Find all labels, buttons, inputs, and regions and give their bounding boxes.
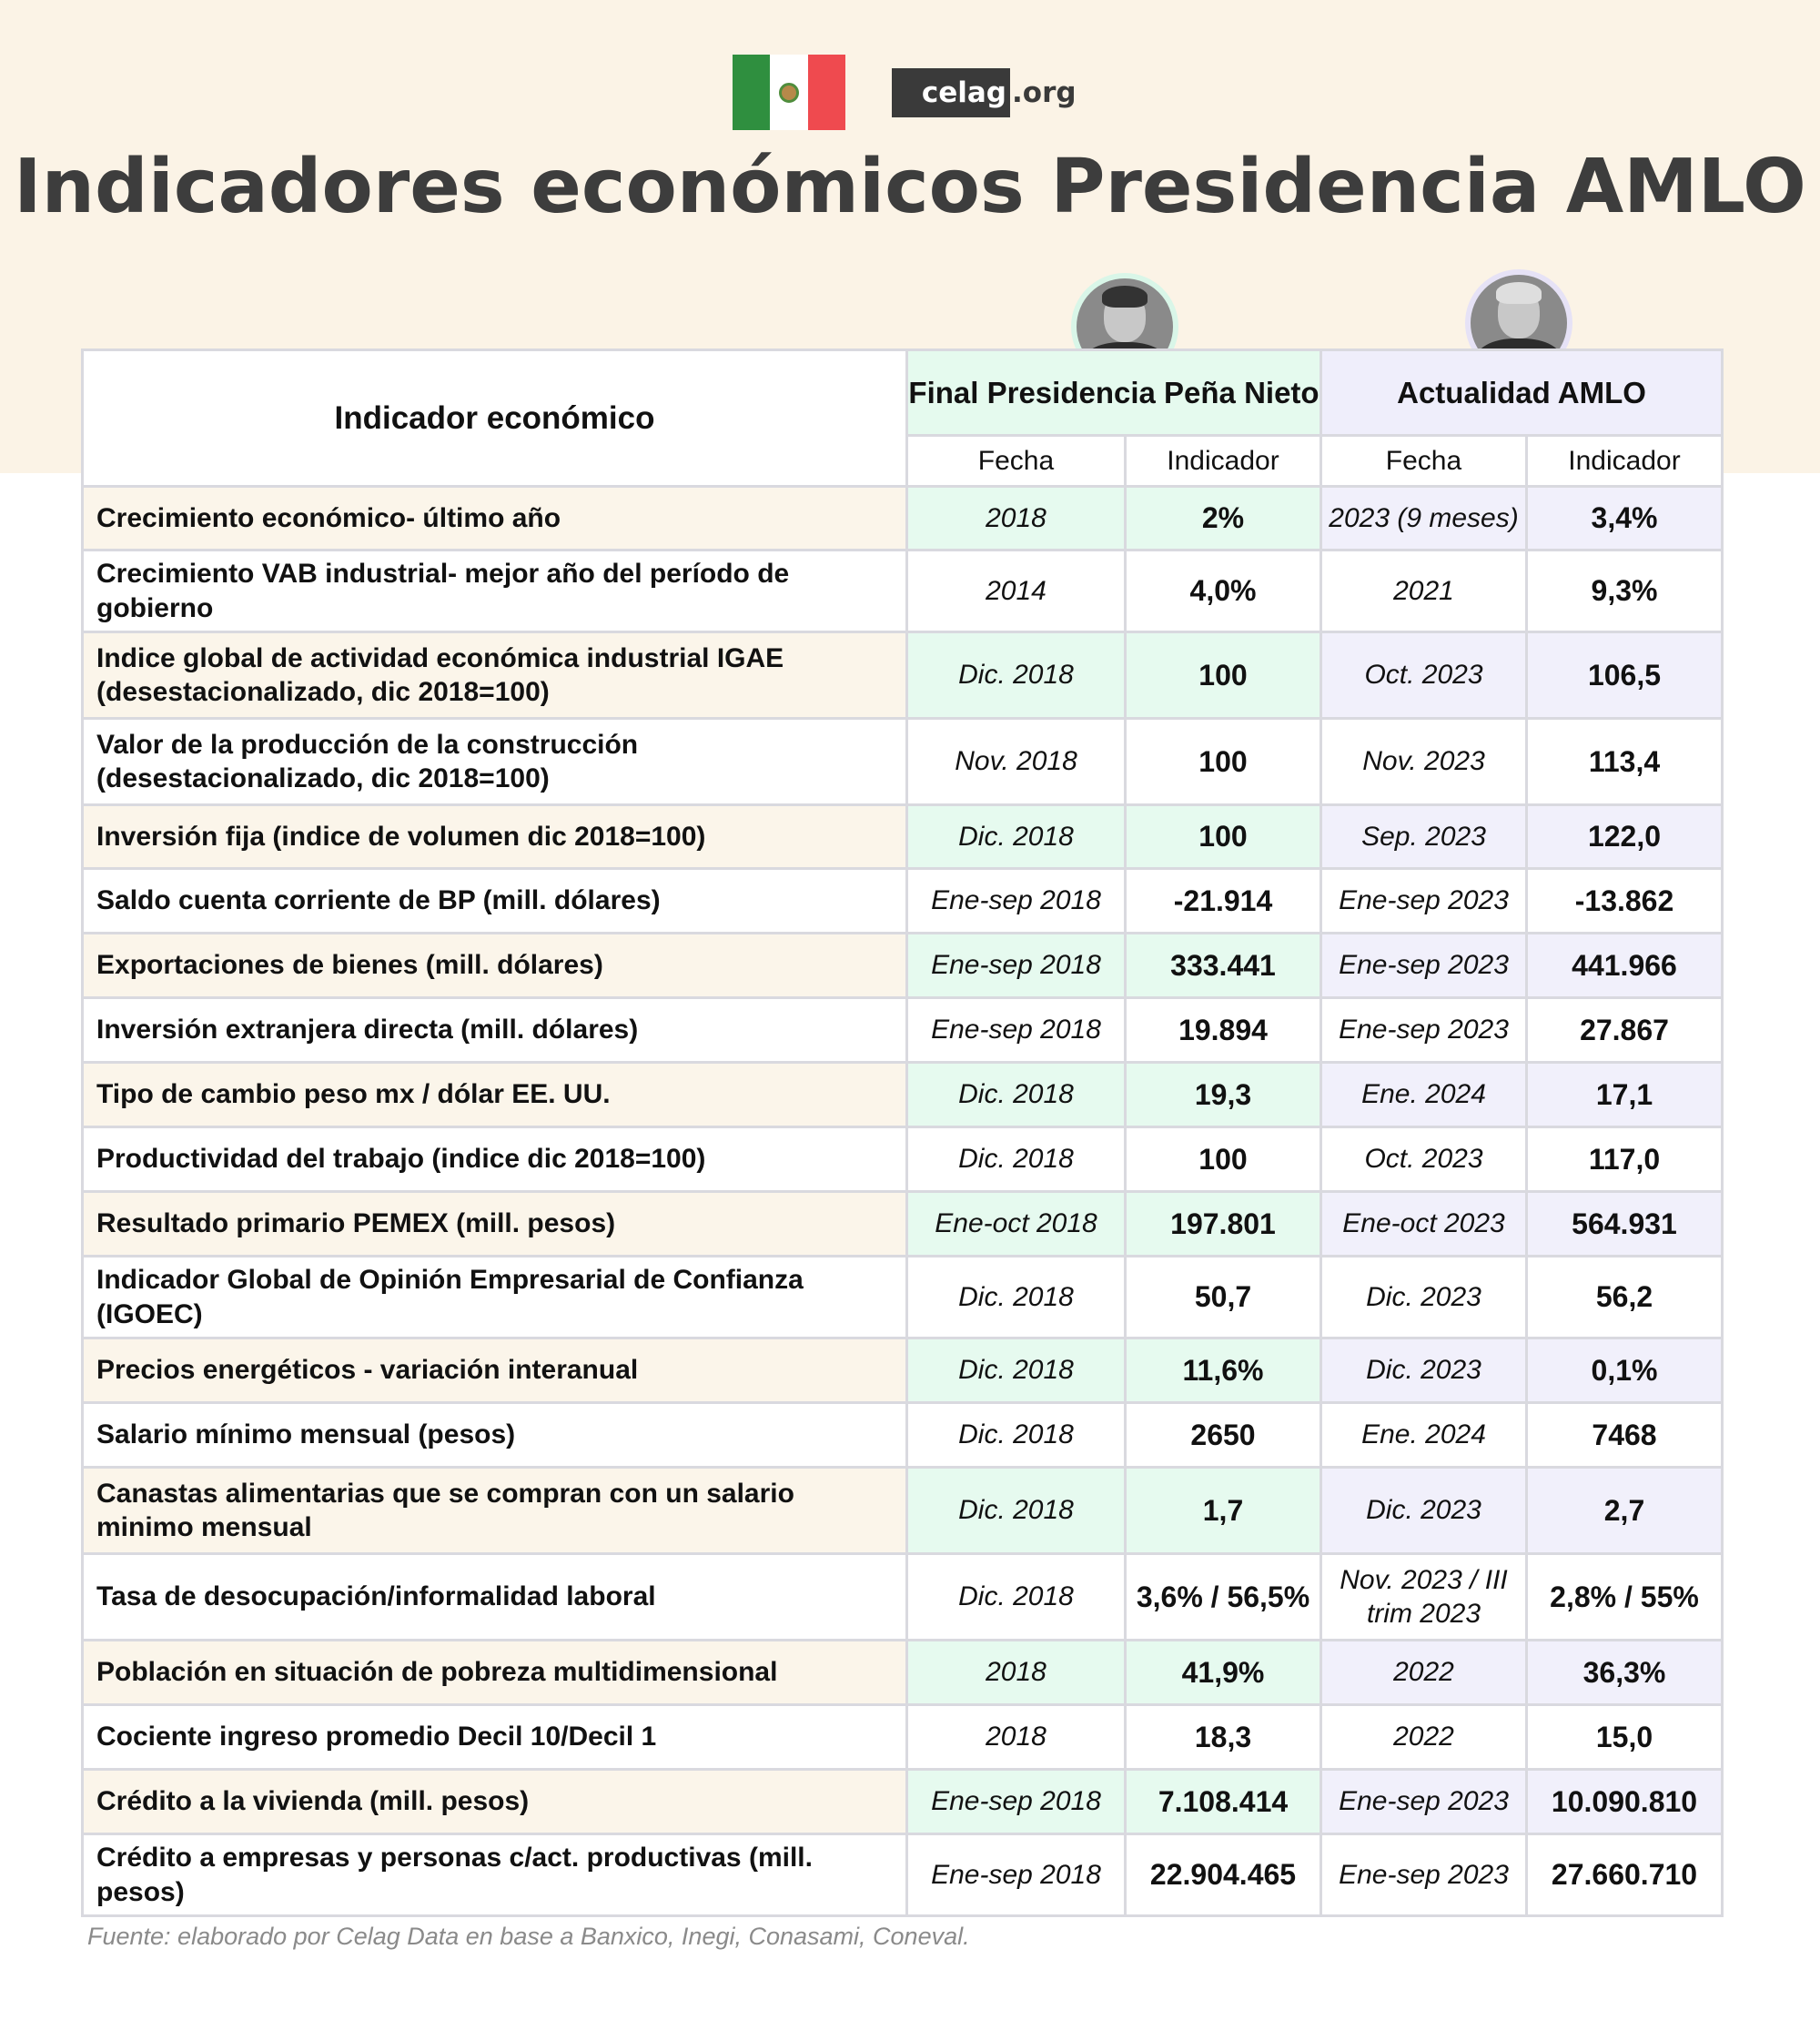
amlo-date: Sep. 2023 [1321, 805, 1527, 869]
indicator-name: Salario mínimo mensual (pesos) [83, 1403, 907, 1468]
table-row [83, 1338, 1723, 1403]
amlo-date: Ene-sep 2023 [1321, 934, 1527, 998]
pena-nieto-value: 7.108.414 [1126, 1770, 1321, 1834]
amlo-value: 106,5 [1527, 632, 1723, 719]
amlo-value: 15,0 [1527, 1705, 1723, 1770]
pena-nieto-value: 4,0% [1126, 550, 1321, 632]
amlo-date: Ene-sep 2023 [1321, 1834, 1527, 1916]
pena-nieto-value: 2650 [1126, 1403, 1321, 1468]
indicator-name: Tipo de cambio peso mx / dólar EE. UU. [83, 1063, 907, 1127]
indicator-name: Resultado primario PEMEX (mill. pesos) [83, 1192, 907, 1257]
pena-nieto-date: Dic. 2018 [907, 1338, 1126, 1403]
indicator-name: Cociente ingreso promedio Decil 10/Decil 1 [83, 1705, 907, 1770]
table-row [83, 719, 1723, 805]
amlo-value: 7468 [1527, 1403, 1723, 1468]
source-note: Fuente: elaborado por Celag Data en base a Banxico, Inegi, Conasami, Coneval. [87, 1923, 970, 1950]
pena-nieto-value: 1,7 [1126, 1468, 1321, 1554]
amlo-value: 122,0 [1527, 805, 1723, 869]
indicator-name: Población en situación de pobreza multidimensional [83, 1641, 907, 1705]
pena-nieto-date: Dic. 2018 [907, 1468, 1126, 1554]
table-row [83, 1641, 1723, 1705]
pena-nieto-date: 2018 [907, 1705, 1126, 1770]
table-row [83, 1127, 1723, 1192]
pena-nieto-date: Dic. 2018 [907, 1257, 1126, 1338]
indicator-name: Crecimiento económico- último año [83, 487, 907, 550]
amlo-value: -13.862 [1527, 869, 1723, 934]
pena-nieto-value: 41,9% [1126, 1641, 1321, 1705]
amlo-value: 113,4 [1527, 719, 1723, 805]
page-title: Indicadores económicos Presidencia AMLO [14, 144, 1806, 230]
amlo-date: Dic. 2023 [1321, 1468, 1527, 1554]
pena-nieto-value: 11,6% [1126, 1338, 1321, 1403]
table-row [83, 1257, 1723, 1338]
indicator-name: Valor de la producción de la construcción (desestacionalizado, dic 2018=100) [83, 719, 907, 805]
amlo-value: 9,3% [1527, 550, 1723, 632]
amlo-date: Dic. 2023 [1321, 1338, 1527, 1403]
indicator-name: Saldo cuenta corriente de BP (mill. dólares) [83, 869, 907, 934]
amlo-date: 2022 [1321, 1641, 1527, 1705]
pena-nieto-date: Ene-sep 2018 [907, 934, 1126, 998]
table-row [83, 1192, 1723, 1257]
table-row [83, 934, 1723, 998]
pena-nieto-date: Ene-sep 2018 [907, 998, 1126, 1063]
subheader-amlo-indicador: Indicador [1527, 436, 1723, 487]
amlo-date: Oct. 2023 [1321, 632, 1527, 719]
logo-name: celag [892, 68, 1010, 117]
amlo-value: 56,2 [1527, 1257, 1723, 1338]
amlo-value: 27.660.710 [1527, 1834, 1723, 1916]
table-row [83, 1063, 1723, 1127]
pena-nieto-value: -21.914 [1126, 869, 1321, 934]
indicator-name: Tasa de desocupación/informalidad laboral [83, 1554, 907, 1641]
pena-nieto-date: Dic. 2018 [907, 1127, 1126, 1192]
table-row [83, 550, 1723, 632]
pena-nieto-date: Nov. 2018 [907, 719, 1126, 805]
pena-nieto-date: Ene-sep 2018 [907, 1770, 1126, 1834]
indicator-name: Indice global de actividad económica industrial IGAE (desestacionalizado, dic 2018=100) [83, 632, 907, 719]
logo-domain: .org [1012, 76, 1077, 109]
pena-nieto-date: Dic. 2018 [907, 632, 1126, 719]
pena-nieto-date: Dic. 2018 [907, 1554, 1126, 1641]
header-amlo: Actualidad AMLO [1321, 350, 1723, 436]
pena-nieto-date: 2014 [907, 550, 1126, 632]
amlo-date: 2021 [1321, 550, 1527, 632]
amlo-date: 2023 (9 meses) [1321, 487, 1527, 550]
indicator-name: Inversión extranjera directa (mill. dólares) [83, 998, 907, 1063]
amlo-value: 0,1% [1527, 1338, 1723, 1403]
table-row [83, 1554, 1723, 1641]
pena-nieto-value: 50,7 [1126, 1257, 1321, 1338]
amlo-value: 3,4% [1527, 487, 1723, 550]
amlo-value: 2,7 [1527, 1468, 1723, 1554]
header-pena-nieto: Final Presidencia Peña Nieto [907, 350, 1321, 436]
pena-nieto-value: 100 [1126, 719, 1321, 805]
amlo-value: 17,1 [1527, 1063, 1723, 1127]
indicator-name: Crédito a la vivienda (mill. pesos) [83, 1770, 907, 1834]
pena-nieto-value: 19,3 [1126, 1063, 1321, 1127]
table-row [83, 805, 1723, 869]
pena-nieto-date: Ene-sep 2018 [907, 1834, 1126, 1916]
pena-nieto-value: 100 [1126, 805, 1321, 869]
indicator-name: Inversión fija (indice de volumen dic 2018=100) [83, 805, 907, 869]
table-row [83, 998, 1723, 1063]
amlo-date: Ene. 2024 [1321, 1063, 1527, 1127]
amlo-date: Oct. 2023 [1321, 1127, 1527, 1192]
indicator-name: Canastas alimentarias que se compran con un salario minimo mensual [83, 1468, 907, 1554]
amlo-date: Dic. 2023 [1321, 1257, 1527, 1338]
pena-nieto-value: 3,6% / 56,5% [1126, 1554, 1321, 1641]
pena-nieto-value: 2% [1126, 487, 1321, 550]
table-row [83, 1403, 1723, 1468]
celag-logo [892, 68, 1077, 117]
pena-nieto-date: Dic. 2018 [907, 1063, 1126, 1127]
amlo-date: Ene-sep 2023 [1321, 869, 1527, 934]
pena-nieto-value: 197.801 [1126, 1192, 1321, 1257]
amlo-value: 564.931 [1527, 1192, 1723, 1257]
pena-nieto-value: 100 [1126, 1127, 1321, 1192]
table-row [83, 1834, 1723, 1916]
amlo-date: Nov. 2023 [1321, 719, 1527, 805]
amlo-value: 27.867 [1527, 998, 1723, 1063]
pena-nieto-value: 18,3 [1126, 1705, 1321, 1770]
amlo-value: 36,3% [1527, 1641, 1723, 1705]
subheader-amlo-fecha: Fecha [1321, 436, 1527, 487]
indicator-name: Crédito a empresas y personas c/act. productivas (mill. pesos) [83, 1834, 907, 1916]
pena-nieto-date: Ene-oct 2018 [907, 1192, 1126, 1257]
table-row [83, 869, 1723, 934]
indicator-name: Indicador Global de Opinión Empresarial de Confianza (IGOEC) [83, 1257, 907, 1338]
amlo-date: Ene-sep 2023 [1321, 1770, 1527, 1834]
pena-nieto-value: 22.904.465 [1126, 1834, 1321, 1916]
table-row [83, 632, 1723, 719]
header-indicator: Indicador económico [83, 350, 907, 487]
pena-nieto-date: 2018 [907, 1641, 1126, 1705]
amlo-date: Nov. 2023 / III trim 2023 [1321, 1554, 1527, 1641]
pena-nieto-date: Ene-sep 2018 [907, 869, 1126, 934]
subheader-pn-indicador: Indicador [1126, 436, 1321, 487]
indicator-name: Productividad del trabajo (indice dic 2018=100) [83, 1127, 907, 1192]
subheader-pn-fecha: Fecha [907, 436, 1126, 487]
amlo-value: 441.966 [1527, 934, 1723, 998]
amlo-date: Ene-sep 2023 [1321, 998, 1527, 1063]
indicator-name: Precios energéticos - variación interanual [83, 1338, 907, 1403]
table-row [83, 487, 1723, 550]
pena-nieto-date: Dic. 2018 [907, 1403, 1126, 1468]
amlo-value: 10.090.810 [1527, 1770, 1723, 1834]
amlo-value: 2,8% / 55% [1527, 1554, 1723, 1641]
indicators-table [81, 348, 1724, 1917]
amlo-date: Ene. 2024 [1321, 1403, 1527, 1468]
pena-nieto-value: 100 [1126, 632, 1321, 719]
pena-nieto-date: Dic. 2018 [907, 805, 1126, 869]
table-row [83, 1770, 1723, 1834]
pena-nieto-date: 2018 [907, 487, 1126, 550]
mexico-flag-icon [733, 55, 845, 130]
indicator-name: Exportaciones de bienes (mill. dólares) [83, 934, 907, 998]
indicator-name: Crecimiento VAB industrial- mejor año del período de gobierno [83, 550, 907, 632]
amlo-date: 2022 [1321, 1705, 1527, 1770]
pena-nieto-value: 19.894 [1126, 998, 1321, 1063]
table-row [83, 1705, 1723, 1770]
amlo-date: Ene-oct 2023 [1321, 1192, 1527, 1257]
table-row [83, 1468, 1723, 1554]
pena-nieto-value: 333.441 [1126, 934, 1321, 998]
amlo-value: 117,0 [1527, 1127, 1723, 1192]
